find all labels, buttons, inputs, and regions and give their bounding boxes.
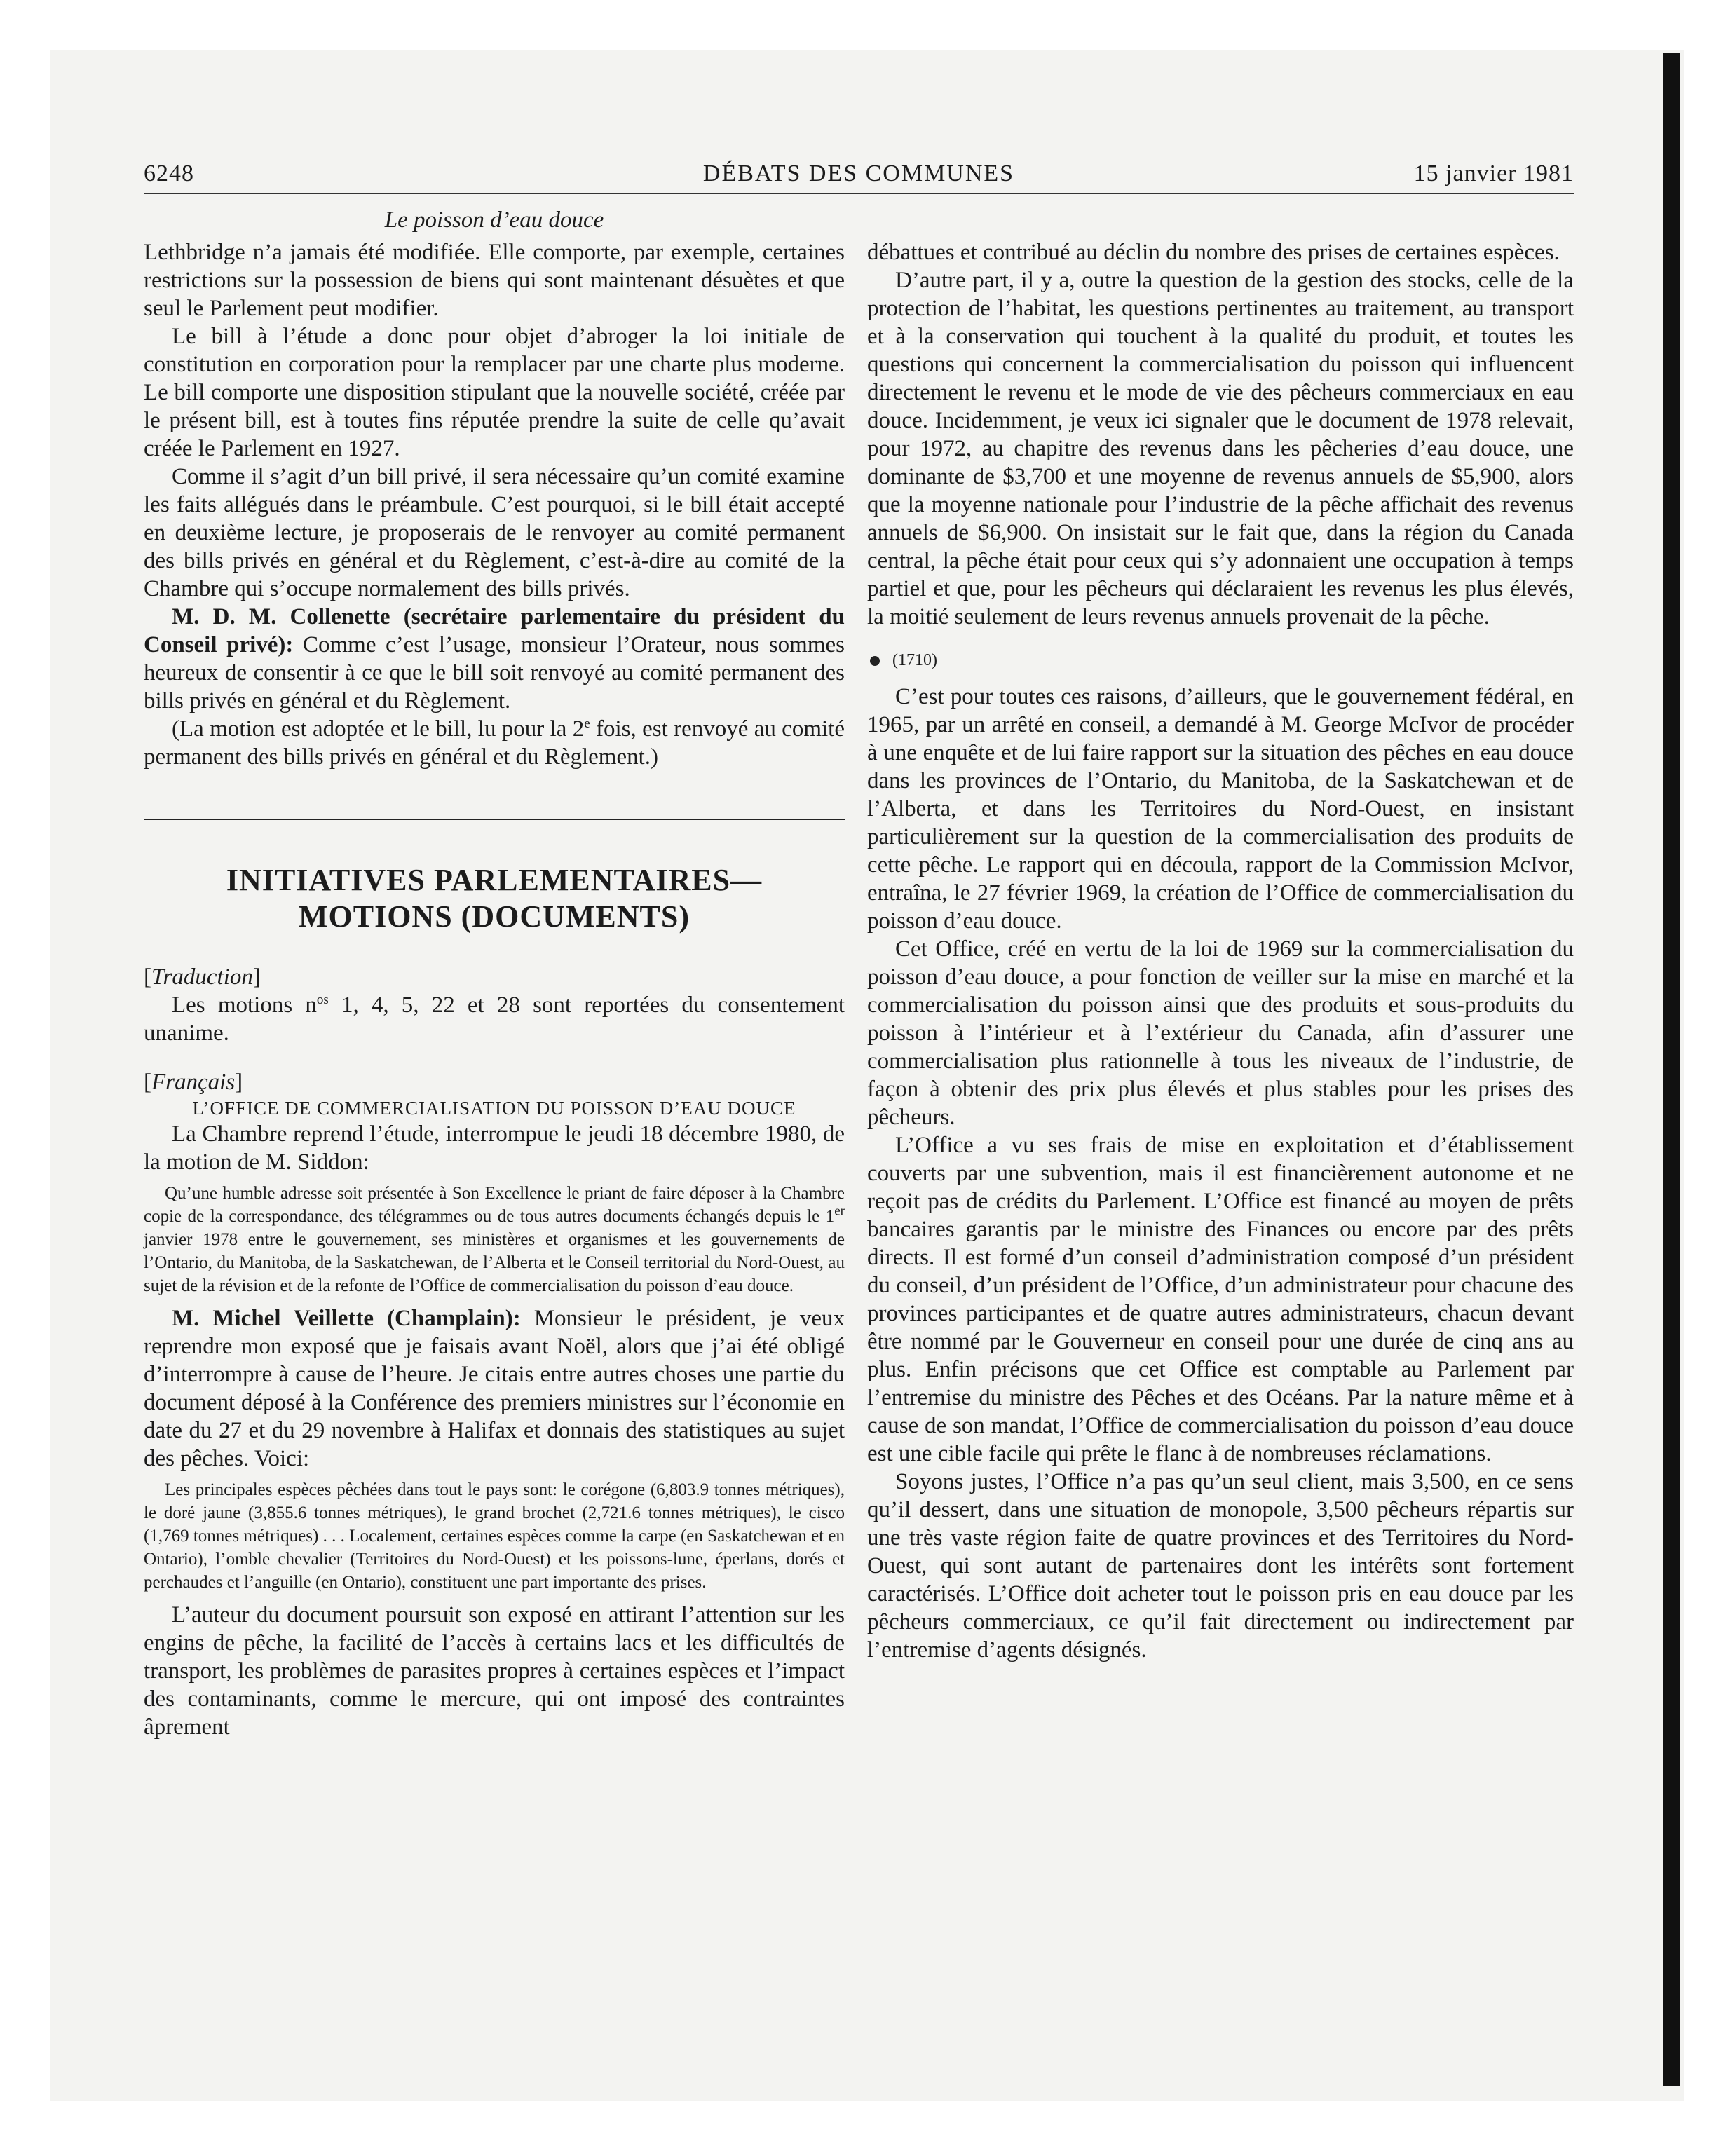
speaker-name: M. D. M. Collenette (secrétaire parlementaire du président du Conseil privé): <box>144 604 845 657</box>
time-stamp <box>867 646 1574 674</box>
paragraph: La Chambre reprend l’étude, interrompue le jeudi 18 décembre 1980, de la motion de M. Siddon: <box>144 1121 845 1175</box>
para-text: 1, 4, 5, 22 et 28 sont reportées du consentement unanime. <box>144 992 845 1046</box>
page-header <box>144 158 1574 194</box>
paragraph <box>144 991 845 1047</box>
page-date: 15 janvier 1981 <box>1413 161 1574 186</box>
quote-part: janvier 1978 entre le gouvernement, ses ministères et organismes et les gouvernements de l’Ontario, du Manitoba, de la Saskatchewan, de l’Alberta et le Conseil territorial du Nord-Ouest, au sujet de la révision et de la refonte de l’Office de commercialisation du poisson d’eau douce. <box>144 1230 845 1295</box>
quoted-motion <box>144 1182 845 1297</box>
label-text: Français <box>151 1070 236 1095</box>
paragraph: C’est pour toutes ces raisons, d’ailleurs, que le gouvernement fédéral, en 1965, par un arrêté en conseil, a demandé à M. George McIvor de procéder à une enquête et de lui faire rapport sur la situation des pêches en eau douce dans les provinces de l’Ontario, du Manitoba, de la Saskatchewan et de l’Alberta, et dans les Territoires du Nord-Ouest, en insistant particulièrement sur la question de la commercialisation des produits de cette pêche. Le rapport qui en découla, rapport de la Commission McIvor, entraîna, le 27 février 1969, la création de l’Office de commercialisation du poisson d’eau douce. <box>867 684 1574 934</box>
quoted-document <box>144 1478 845 1594</box>
superscript: os <box>316 992 329 1007</box>
speaker-name: M. Michel Veillette (Champlain): <box>172 1306 521 1331</box>
paragraph: Comme il s’agit d’un bill privé, il sera nécessaire qu’un comité examine les faits allégués dans le préambule. C’est pourquoi, si le bill était accepté en deuxième lecture, je proposerais de le renvoyer au comité permanent des bills privés en général et du Règlement, c’est-à-dire au comité de la Chambre qui s’occupe normalement des bills privés. <box>144 464 845 601</box>
superscript: e <box>584 716 590 731</box>
paragraph: Cet Office, créé en vertu de la loi de 1969 sur la commercialisation du poisson d’eau douce, a pour fonction de veiller sur la mise en marché et la commercialisation du poisson ainsi que des produits et sous-produits du poisson à l’intérieur et à l’extérieur du Canada, afin d’assurer une commercialisation plus rationnelle à tous les niveaux de l’industrie, de façon à obtenir des prix plus élevés et plus stables pour les prises des pêcheurs. <box>867 936 1574 1130</box>
quote-text <box>144 1182 845 1297</box>
paragraph: Soyons justes, l’Office n’a pas qu’un seul client, mais 3,500, en ce sens qu’il dessert, dans une situation de monopole, 3,500 pêcheurs répartis sur une très vaste région faite de quatre provinces et des Territoires du Nord-Ouest, qui sont autant de partenaires dont les intérêts sont fortement caractérisés. L’Office doit acheter tout le poisson pris en eau douce par les pêcheurs commerciaux, ce qu’il fait directement ou indirectement par l’entremise d’agents désignés. <box>867 1469 1574 1663</box>
page-edge-shadow <box>1663 53 1680 2086</box>
note-text: (La motion est adoptée et le bill, lu pour la 2 <box>172 716 585 742</box>
paragraph: débattues et contribué au déclin du nombre des prises de certaines espèces. <box>867 240 1560 265</box>
section-title-line: INITIATIVES PARLEMENTAIRES— <box>226 863 763 897</box>
quote-part: Qu’une humble adresse soit présentée à Son Excellence le priant de faire déposer à la Chambre copie de la correspondance, des télégrammes ou de tous autres documents échangés depuis le 1 <box>144 1184 845 1226</box>
paragraph: Lethbridge n’a jamais été modifiée. Elle comporte, par exemple, certaines restrictions sur la possession de biens qui sont maintenant désuètes et que seul le Parlement peut modifier. <box>144 240 845 321</box>
paragraph: L’auteur du document poursuit son exposé en attirant l’attention sur les engins de pêche, la facilité de l’accès à certains lacs et les difficultés de transport, les problèmes de parasites propres à certaines espèces et l’impact des contaminants, comme le mercure, qui ont imposé des contraintes âprement <box>144 1602 845 1740</box>
time-text: (1710) <box>892 651 937 669</box>
speech-text: Comme c’est l’usage, monsieur l’Orateur, nous sommes heureux de consentir à ce que le bill soit renvoyé au comité permanent des bills privés en général et du Règlement. <box>144 632 845 714</box>
procedural-note <box>144 715 845 771</box>
speech-veillette <box>144 1304 845 1473</box>
speech-collenette <box>144 603 845 715</box>
bullet-icon <box>870 656 880 666</box>
journal-title: DÉBATS DES COMMUNES <box>702 161 1015 186</box>
language-label-traduction: [Traduction] <box>144 964 261 990</box>
note-text: fois, est renvoyé au comité permanent des bills privés en général et du Règlement.) <box>144 716 845 770</box>
language-label-francais: [Français] <box>144 1070 243 1095</box>
para-text: Les motions n <box>172 992 317 1018</box>
page-number: 6248 <box>144 161 194 186</box>
right-column <box>867 238 1574 1664</box>
speech-text: Monsieur le président, je veux reprendre mon exposé que je faisais avant Noël, alors que j’ai été obligé d’interrompre à cause de l’heure. Je citais entre autres choses une partie du document déposé à la Conférence des premiers ministres sur l’économie en date du 27 et du 29 novembre à Halifax et donnais des statistiques au sujet des pêches. Voici: <box>144 1306 845 1471</box>
running-head: Le poisson d’eau douce <box>384 207 604 233</box>
subheading: L’OFFICE DE COMMERCIALISATION DU POISSON D’EAU DOUCE <box>192 1098 796 1119</box>
quote-text: Les principales espèces pêchées dans tout le pays sont: le corégone (6,803.9 tonnes métriques), le doré jaune (3,855.6 tonnes métriques), le grand brochet (2,721.6 tonnes métriques), le cisco (1,769 tonnes métriques) . . . Localement, certaines espèces comme la carpe (en Saskatchewan et en Ontario), l’omble chevalier (Territoires du Nord-Ouest) et les poissons-lune, éperlans, dorés et perchaudes et l’anguille (en Ontario), constituent une part importante des prises. <box>144 1480 845 1592</box>
section-title-line: MOTIONS (DOCUMENTS) <box>298 899 690 934</box>
paragraph: L’Office a vu ses frais de mise en exploitation et d’établissement couverts par une subvention, mais il est financièrement autonome et ne reçoit pas de crédits du Parlement. L’Office est financé au moyen de prêts bancaires garantis par le ministre des Finances ou encore par des prêts directs. Il est formé d’un conseil d’administration composé d’un président du conseil, d’un président de l’Office, d’un administrateur pour chacune des provinces participantes et de quatre autres administrateurs, chacun devant être nommé par le Gouverneur en conseil pour une durée de cinq ans au plus. Enfin précisons que cet Office est comptable au Parlement par l’entremise du ministre des Pêches et des Océans. Par la nature même et à cause de son mandat, l’Office de commercialisation du poisson d’eau douce est une cible facile qui prête le flanc à de nombreuses réclamations. <box>867 1133 1574 1466</box>
superscript: er <box>834 1203 845 1219</box>
paragraph: Le bill à l’étude a donc pour objet d’abroger la loi initiale de constitution en corporation pour la remplacer par une charte plus moderne. Le bill comporte une disposition stipulant que la nouvelle société, créée par le présent bill, est à toutes fins réputée prendre la suite de celle qu’avait créée le Parlement en 1927. <box>144 324 845 461</box>
section-title <box>144 862 845 935</box>
paragraph: D’autre part, il y a, outre la question de la gestion des stocks, celle de la protection de l’habitat, les questions pertinentes au traitement, au transport et à la conservation qui touchent à la qualité du produit, et toutes les questions qui concernent la commercialisation du poisson qui influencent directement le revenu et le mode de vie des pêcheurs commerciaux en eau douce. Incidemment, je veux ici signaler que le document de 1978 relevait, pour 1972, au chapitre des revenus dans les pêcheries d’eau douce, une dominante de $3,700 et une moyenne de revenus annuels de $5,900, alors que la moyenne nationale pour l’industrie de la pêche affichait des revenus annuels de $6,900. On insistait sur le fait que, dans la région du Canada central, la pêche était pour ceux qui s’y adonnaient une occupation à temps partiel et que, pour les pêcheurs qui déclaraient les revenus les plus élevés, la moitié seulement de leurs revenus annuels provenait de la pêche. <box>867 268 1574 629</box>
left-column <box>144 238 845 1741</box>
label-text: Traduction <box>151 964 253 990</box>
section-divider <box>144 819 845 820</box>
